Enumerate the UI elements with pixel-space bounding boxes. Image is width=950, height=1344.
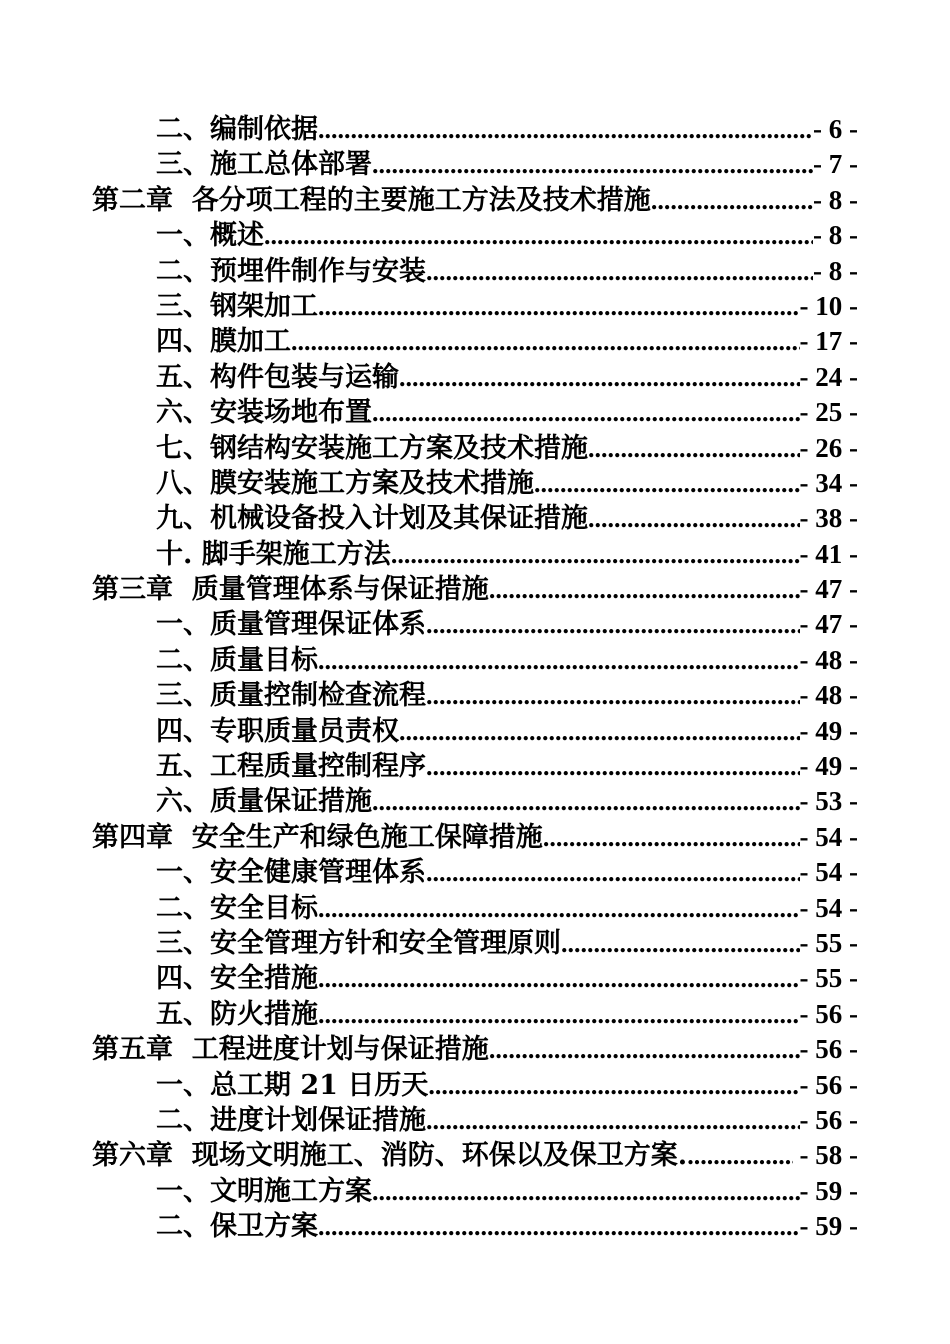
toc-entry-title: 第六章 现场文明施工、消防、环保以及保卫方案. [92, 1140, 688, 1172]
toc-entry-leader [651, 183, 813, 218]
toc-entry-title: 三、钢架加工 [156, 290, 318, 322]
toc-section-entry[interactable] [0, 855, 950, 890]
toc-entry-page: - 8 - [813, 184, 858, 215]
toc-entry-leader [428, 1068, 799, 1103]
toc-entry-title: 一、安全健康管理体系 [156, 857, 426, 889]
toc-entry-title: 二、进度计划保证措施 [156, 1104, 426, 1136]
toc-entry-page: - 48 - [799, 644, 858, 675]
toc-entry-title: 五、防火措施 [156, 998, 318, 1030]
toc-section-entry[interactable] [0, 501, 950, 536]
toc-entry-page: - 54 - [799, 857, 858, 888]
toc-entry-page: - 55 - [799, 927, 858, 958]
toc-entry-page: - 58 - [792, 1140, 858, 1171]
toc-section-entry[interactable] [0, 395, 950, 430]
toc-section-entry[interactable] [0, 360, 950, 395]
toc-entry-leader [426, 749, 800, 784]
toc-entry-title: 五、构件包装与运输 [156, 361, 399, 393]
toc-entry-title: 二、预埋件制作与安装 [156, 255, 426, 287]
toc-entry-title: 四、专职质量员责权 [156, 715, 399, 747]
toc-section-entry[interactable] [0, 537, 950, 572]
toc-entry-page: - 53 - [799, 786, 858, 817]
toc-section-entry[interactable] [0, 431, 950, 466]
toc-entry-page: - 54 - [799, 892, 858, 923]
toc-entry-page: - 8 - [813, 255, 858, 286]
toc-section-entry[interactable] [0, 926, 950, 961]
toc-entry-leader [318, 289, 800, 324]
toc-chapter-entry[interactable] [0, 1032, 950, 1067]
toc-section-entry[interactable] [0, 147, 950, 182]
toc-entry-page: - 8 - [813, 220, 858, 251]
toc-entry-page: - 49 - [799, 751, 858, 782]
toc-entry-title: 一、文明施工方案 [156, 1175, 372, 1207]
toc-entry-leader [318, 643, 800, 678]
toc-section-entry[interactable] [0, 749, 950, 784]
toc-entry-page: - 6 - [813, 114, 858, 144]
toc-section-entry[interactable] [0, 1174, 950, 1209]
toc-entry-title: 七、钢结构安装施工方案及技术措施 [156, 432, 588, 464]
toc-entry-page: - 10 - [799, 290, 858, 321]
toc-section-entry[interactable] [0, 678, 950, 713]
toc-entry-page: - 25 - [799, 397, 858, 428]
toc-entry-page: - 54 - [799, 821, 858, 852]
toc-section-entry[interactable] [0, 1103, 950, 1138]
toc-section-entry[interactable] [0, 466, 950, 501]
toc-chapter-entry[interactable] [0, 572, 950, 607]
toc-entry-title: 二、编制依据 [156, 114, 318, 145]
toc-entry-leader [391, 537, 800, 572]
toc-entry-leader [561, 926, 800, 961]
toc-entry-page: - 56 - [799, 1034, 858, 1065]
toc-entry-leader [264, 218, 813, 253]
toc-chapter-entry[interactable] [0, 1138, 950, 1173]
toc-entry-title: 第五章 工程进度计划与保证措施 [92, 1034, 489, 1066]
toc-entry-leader [543, 820, 800, 855]
toc-entry-page: - 34 - [799, 467, 858, 498]
toc-entry-leader [426, 678, 800, 713]
toc-entry-title: 第四章 安全生产和绿色施工保障措施 [92, 821, 543, 853]
toc-entry-title: 五、工程质量控制程序 [156, 751, 426, 783]
toc-entry-page: - 47 - [799, 609, 858, 640]
toc-entry-leader [399, 714, 800, 749]
toc-entry-title: 八、膜安装施工方案及技术措施 [156, 467, 534, 499]
toc-section-entry[interactable] [0, 997, 950, 1032]
toc-entry-page: - 49 - [799, 715, 858, 746]
toc-entry-page: - 17 - [799, 326, 858, 357]
toc-entry-page: - 56 - [799, 1104, 858, 1135]
toc-entry-leader [489, 1032, 800, 1067]
toc-entry-page: - 38 - [799, 503, 858, 534]
toc-entry-leader [372, 395, 800, 430]
toc-section-entry[interactable] [0, 324, 950, 359]
toc-entry-title: 三、安全管理方针和安全管理原则 [156, 927, 561, 959]
toc-chapter-entry[interactable] [0, 183, 950, 218]
toc-entry-title: 一、概述 [156, 220, 264, 252]
toc-entry-leader [318, 997, 800, 1032]
toc-entry-leader [318, 891, 800, 926]
toc-section-entry[interactable] [0, 218, 950, 253]
toc-entry-title: 九、机械设备投入计划及其保证措施 [156, 503, 588, 535]
toc-entry-title: 一、质量管理保证体系 [156, 609, 426, 641]
toc-entry-page: - 56 - [799, 1069, 858, 1100]
toc-entry-leader [372, 1174, 800, 1209]
toc-entry-title: 六、安装场地布置 [156, 397, 372, 429]
toc-entry-leader [291, 324, 800, 359]
toc-entry-title: 十. 脚手架施工方法 [156, 538, 391, 570]
toc-section-entry[interactable] [0, 961, 950, 996]
toc-section-entry[interactable] [0, 254, 950, 289]
toc-section-entry[interactable] [0, 112, 950, 147]
toc-entry-leader [588, 501, 800, 536]
toc-section-entry[interactable] [0, 607, 950, 642]
table-of-contents [0, 112, 950, 1245]
toc-entry-title: 三、质量控制检查流程 [156, 680, 426, 712]
toc-section-entry[interactable] [0, 1068, 950, 1103]
toc-entry-leader [372, 147, 813, 182]
toc-entry-title: 二、质量目标 [156, 644, 318, 676]
toc-entry-title: 第二章 各分项工程的主要施工方法及技术措施 [92, 184, 651, 216]
toc-entry-leader [426, 254, 813, 289]
toc-entry-page: - 56 - [799, 998, 858, 1029]
toc-entry-page: - 48 - [799, 680, 858, 711]
toc-entry-leader [489, 572, 800, 607]
toc-entry-title: 二、安全目标 [156, 892, 318, 924]
toc-entry-page: - 47 - [799, 574, 858, 605]
toc-entry-page: - 41 - [799, 538, 858, 569]
toc-entry-leader [588, 431, 800, 466]
toc-entry-leader [534, 466, 800, 501]
toc-entry-title: 六、质量保证措施 [156, 786, 372, 818]
toc-entry-leader [318, 961, 800, 996]
toc-entry-page: - 24 - [799, 361, 858, 392]
toc-entry-title: 二、保卫方案 [156, 1211, 318, 1243]
toc-entry-page: - 59 - [799, 1175, 858, 1206]
toc-entry-leader [426, 607, 800, 642]
toc-entry-page: - 59 - [799, 1211, 858, 1242]
toc-entry-title: 四、膜加工 [156, 326, 291, 358]
toc-entry-title: 第三章 质量管理体系与保证措施 [92, 574, 489, 606]
toc-entry-leader [426, 1103, 800, 1138]
toc-entry-leader [687, 1138, 793, 1173]
toc-entry-title: 一、总工期 21 日历天 [156, 1069, 429, 1101]
toc-entry-page: - 7 - [813, 149, 858, 180]
toc-section-entry[interactable] [0, 643, 950, 678]
toc-section-entry[interactable] [0, 714, 950, 749]
toc-entry-page: - 55 - [799, 963, 858, 994]
toc-entry-title: 三、施工总体部署 [156, 149, 372, 181]
toc-entry-leader [318, 112, 813, 147]
toc-section-entry[interactable] [0, 891, 950, 926]
toc-entry-leader [426, 855, 800, 890]
toc-section-entry[interactable] [0, 289, 950, 324]
toc-section-entry[interactable] [0, 1209, 950, 1244]
toc-entry-leader [318, 1209, 800, 1244]
toc-chapter-entry[interactable] [0, 820, 950, 855]
toc-entry-leader [372, 784, 800, 819]
toc-entry-leader [399, 360, 800, 395]
toc-entry-title: 四、安全措施 [156, 963, 318, 995]
toc-entry-page: - 26 - [799, 432, 858, 463]
toc-section-entry[interactable] [0, 784, 950, 819]
